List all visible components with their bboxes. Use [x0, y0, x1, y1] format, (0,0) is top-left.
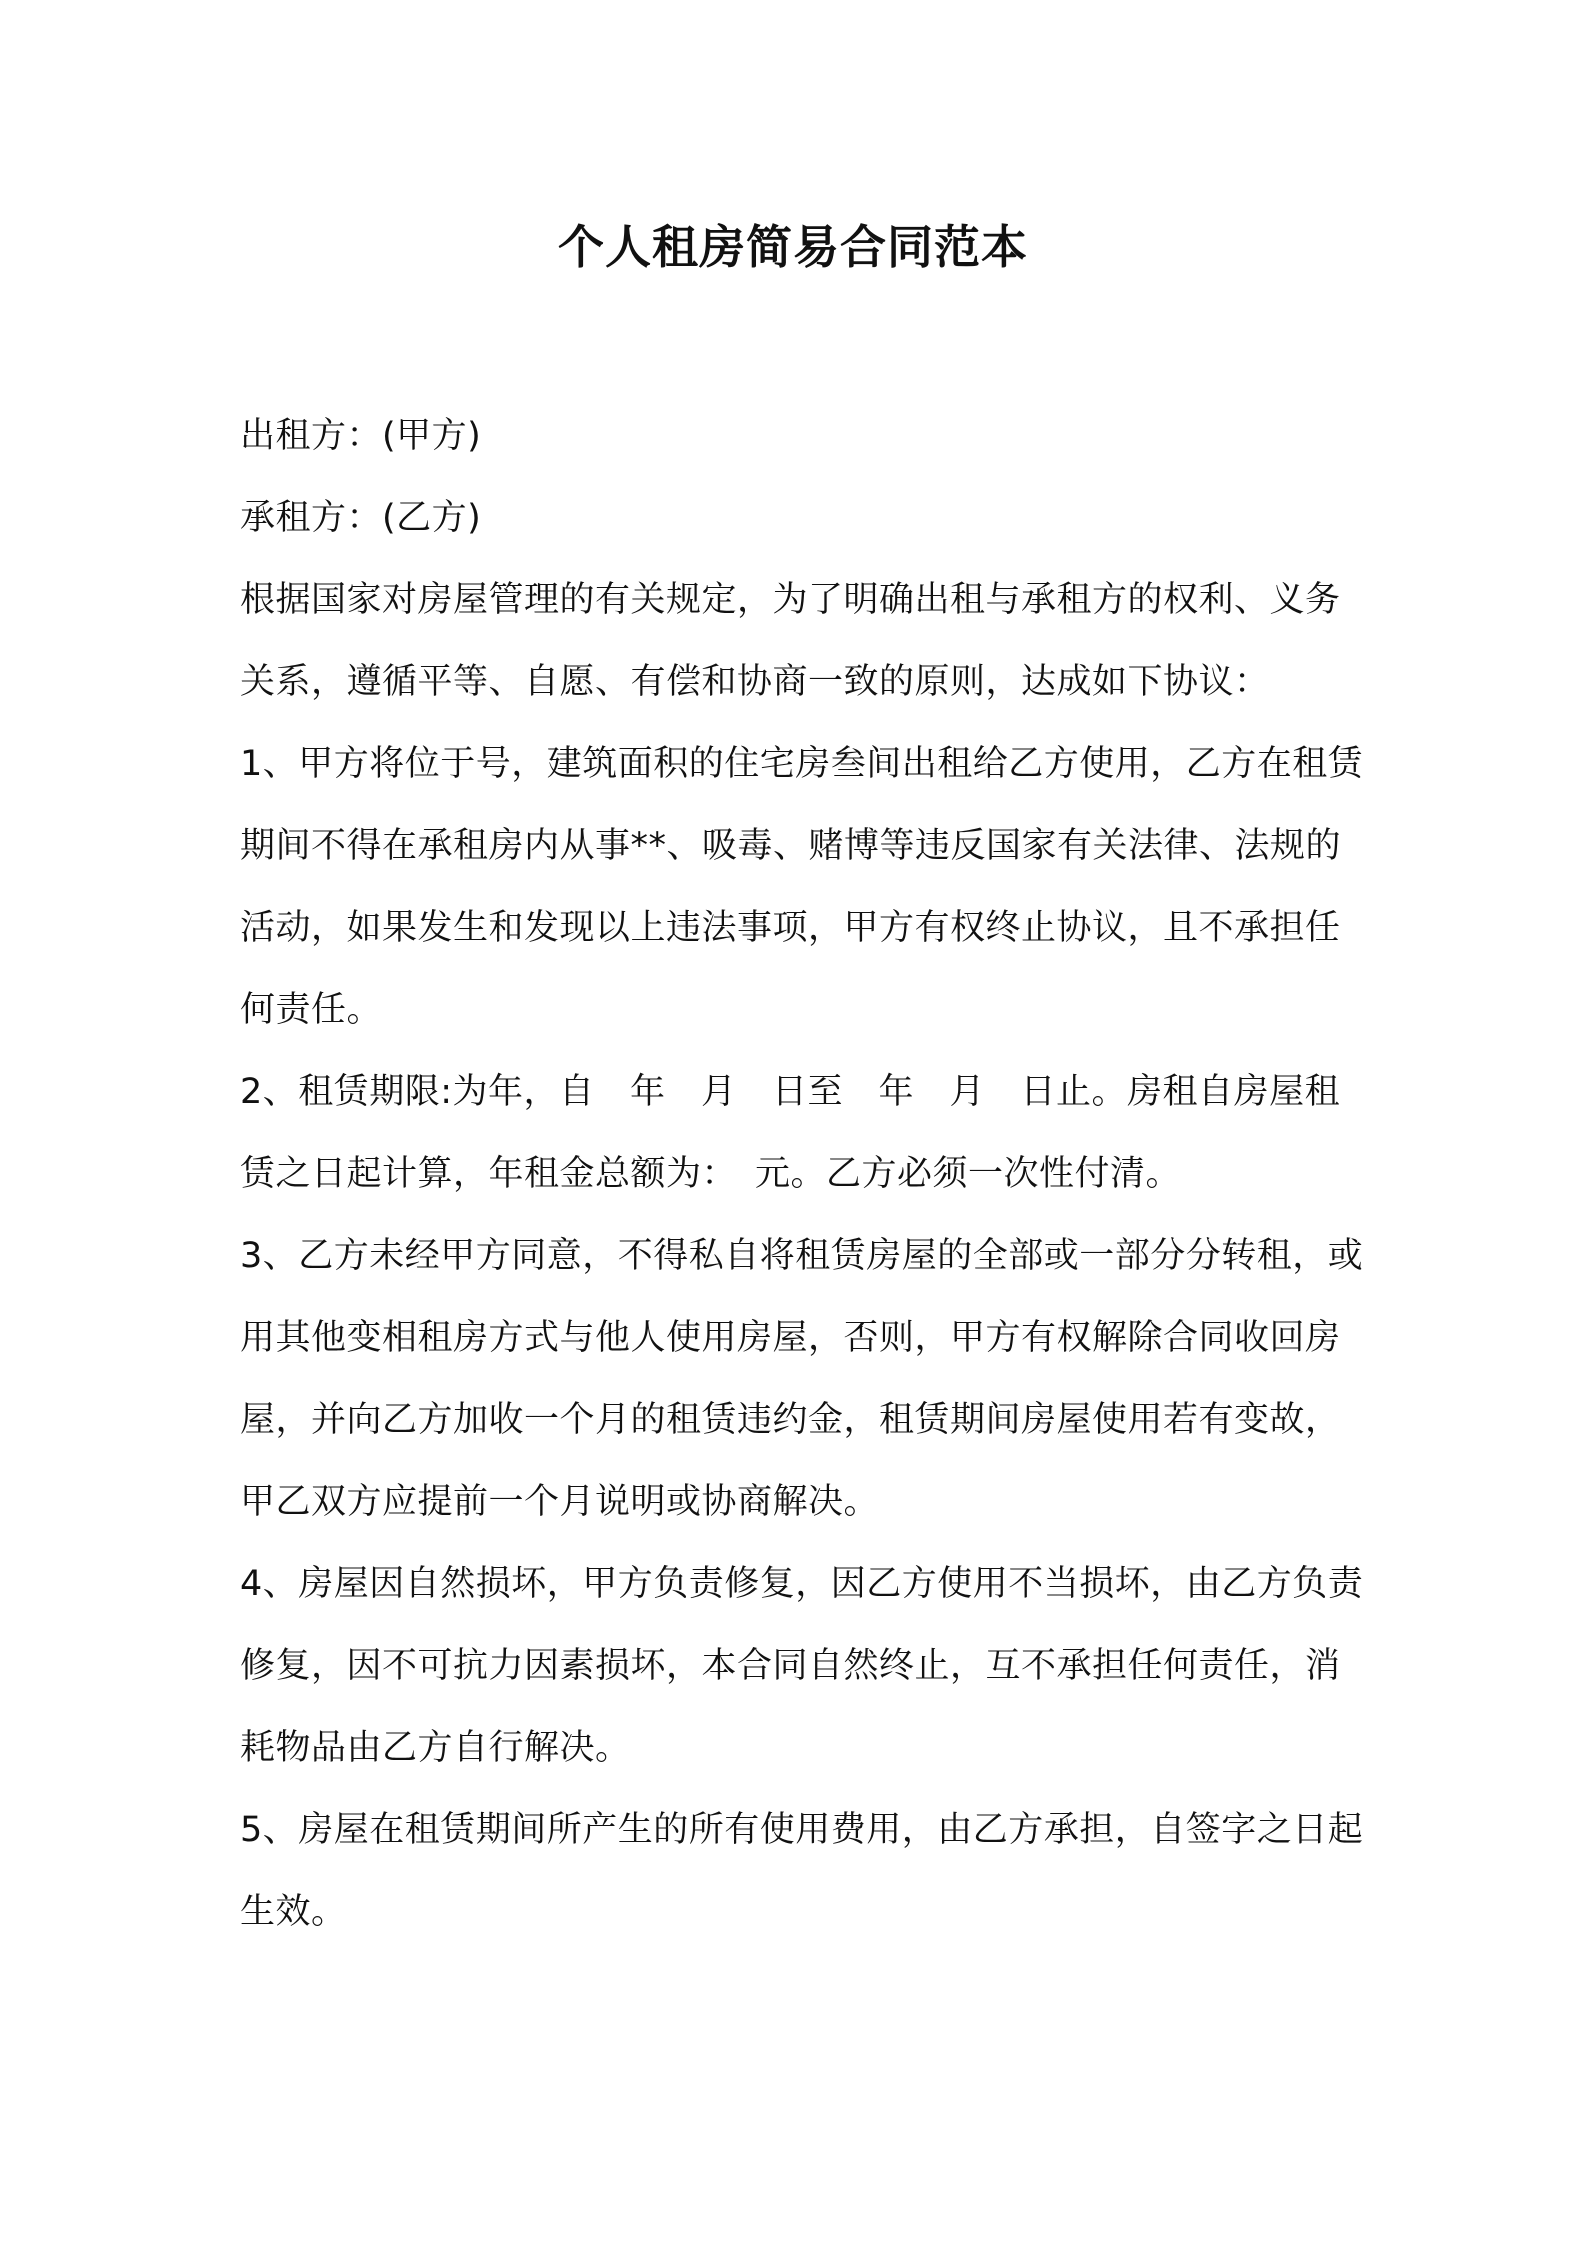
- document-title: 个人租房简易合同范本: [558, 220, 1028, 274]
- clause-1: 1、甲方将位于号，建筑面积的住宅房叁间出租给乙方使用，乙方在租赁期间不得在承租房内从事**、吸毒、赌博等违反国家有关法律、法规的活动，如果发生和发现以上违法事项，甲方有权终止协议，且不承担任何责任。: [240, 744, 1364, 1030]
- intro-paragraph: 根据国家对房屋管理的有关规定，为了明确出租与承租方的权利、义务关系，遵循平等、自愿、有偿和协商一致的原则，达成如下协议：: [240, 580, 1341, 702]
- clause-3: 3、乙方未经甲方同意，不得私自将租赁房屋的全部或一部分分转租，或用其他变相租房方式与他人使用房屋，否则，甲方有权解除合同收回房屋，并向乙方加收一个月的租赁违约金，租赁期间房屋使用若有变故，甲乙双方应提前一个月说明或协商解决。: [240, 1236, 1364, 1522]
- clause-4: 4、房屋因自然损坏，甲方负责修复，因乙方使用不当损坏，由乙方负责修复，因不可抗力因素损坏，本合同自然终止，互不承担任何责任，消耗物品由乙方自行解决。: [240, 1564, 1364, 1768]
- party-a-line: 出租方：(甲方): [240, 416, 482, 456]
- party-b-line: 承租方：(乙方): [240, 498, 482, 538]
- clause-5: 5、房屋在租赁期间所产生的所有使用费用，由乙方承担，自签字之日起生效。: [240, 1810, 1364, 1932]
- clause-2: 2、租赁期限:为年，自 年 月 日至 年 月 日止。房租自房屋租赁之日起计算，年租金总额为： 元。乙方必须一次性付清。: [240, 1072, 1341, 1194]
- document-body: [240, 395, 1370, 1953]
